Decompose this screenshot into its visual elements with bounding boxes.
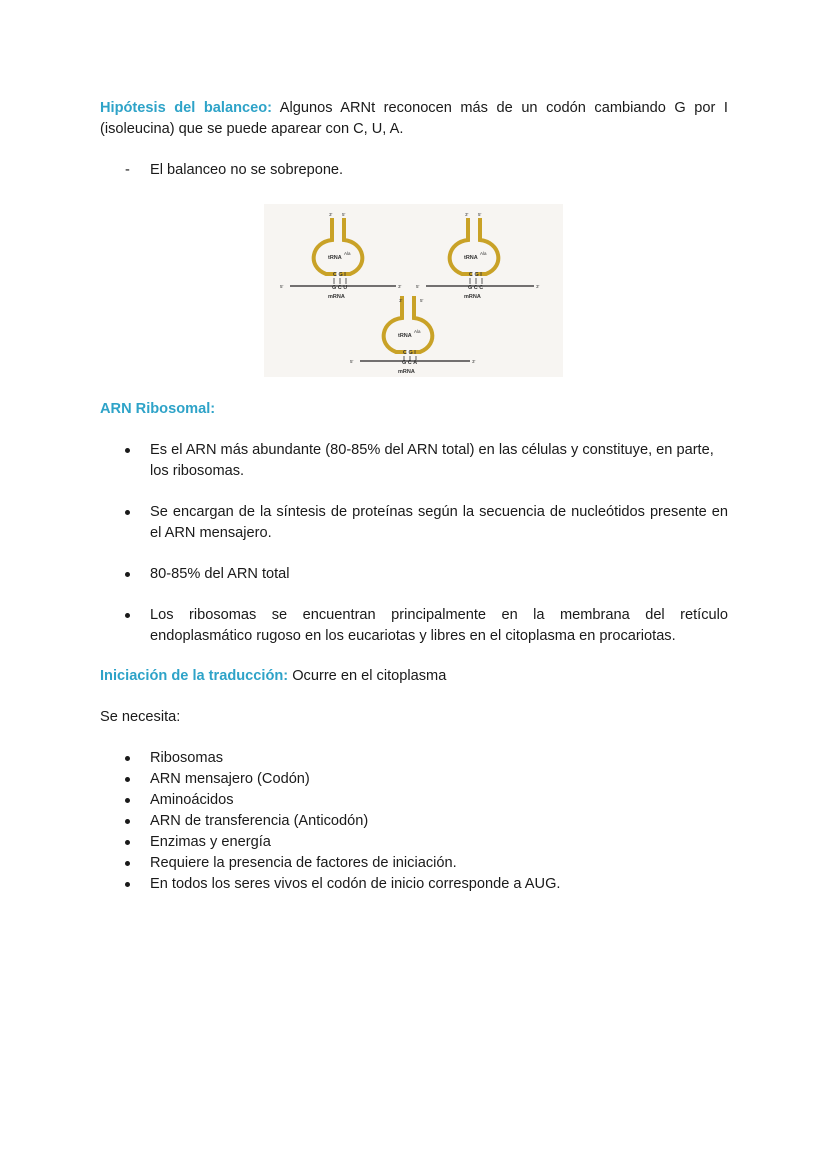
- dash-item-text: El balanceo no se sobrepone.: [150, 162, 344, 178]
- mrna-2-label: mRNA: [464, 294, 481, 300]
- trna-3-3prime: 3': [399, 298, 403, 303]
- trna-1-5prime: 5': [342, 212, 346, 217]
- needs-paragraph: [100, 707, 728, 728]
- mrna-1-5prime: 5': [280, 284, 284, 289]
- bullet-dot: [125, 819, 130, 824]
- mrna-2-5prime: 5': [416, 284, 420, 289]
- needs-item-text: En todos los seres vivos el codón de inicio corresponde a AUG.: [150, 876, 561, 892]
- wobble-text: Algunos ARNt reconocen más de un codón cambiando G por I (isoleucina) que se puede aparear con C, U, A.: [100, 100, 728, 137]
- bullet-dot: [125, 840, 130, 845]
- needs-item-text: ARN mensajero (Codón): [150, 771, 310, 787]
- mrna-1-label: mRNA: [328, 294, 345, 300]
- ribosomal-heading-row: [100, 399, 728, 420]
- bullet-dot: [125, 798, 130, 803]
- bullet-dot: [125, 756, 130, 761]
- trna-3-label: tRNA: [398, 333, 412, 339]
- trna-2-label: tRNA: [464, 255, 478, 261]
- initiation-text: Ocurre en el citoplasma: [288, 668, 447, 684]
- mrna-1-3prime: 3': [398, 284, 402, 289]
- mrna-2-3prime: 3': [536, 284, 540, 289]
- trna-1-anticodon: C G I: [333, 272, 346, 278]
- bullet-dot: [125, 882, 130, 887]
- needs-item-text: Ribosomas: [150, 750, 223, 766]
- trna-3: [384, 296, 433, 360]
- trna-1: [314, 212, 363, 284]
- trna-2-sup: Ala: [480, 251, 487, 256]
- ribosomal-item-text: Es el ARN más abundante (80-85% del ARN total) en las células y constituye, en parte, los ribosomas.: [150, 442, 714, 479]
- trna-2-5prime: 5': [478, 212, 482, 217]
- ribosomal-item-text: Los ribosomas se encuentran principalmente en la membrana del retículo endoplasmático rugoso en los eucariotas y libres en el citoplasma en procariotas.: [150, 607, 728, 644]
- needs-item-text: Enzimas y energía: [150, 834, 271, 850]
- trna-1-label: tRNA: [328, 255, 342, 261]
- mrna-3-label: mRNA: [398, 369, 415, 375]
- ribosomal-item-text: 80-85% del ARN total: [150, 566, 290, 582]
- bullet-dot: [125, 861, 130, 866]
- trna-2-anticodon: C G I: [469, 272, 482, 278]
- dash-mark: -: [125, 162, 130, 178]
- initiation-label: Iniciación de la traducción:: [100, 668, 289, 684]
- bullet-dot: [125, 448, 130, 453]
- trna-3-sup: Ala: [414, 329, 421, 334]
- trna-2-3prime: 3': [465, 212, 469, 217]
- bullet-dot: [125, 613, 130, 618]
- ribosomal-heading: ARN Ribosomal:: [100, 401, 216, 417]
- needs-item-text: Requiere la presencia de factores de iniciación.: [150, 855, 457, 871]
- trna-1-3prime: 3': [329, 212, 333, 217]
- bullet-dot: [125, 510, 130, 515]
- initiation-paragraph: [100, 666, 728, 687]
- trna-diagram: [264, 204, 563, 377]
- mrna-3-codon: G C A: [402, 360, 418, 366]
- trna-1-sup: Ala: [344, 251, 351, 256]
- needs-text: Se necesita:: [100, 709, 181, 725]
- mrna-3-5prime: 5': [350, 359, 354, 364]
- bullet-dot: [125, 777, 130, 782]
- needs-item-text: Aminoácidos: [150, 792, 234, 808]
- mrna-1-codon: G C U: [332, 285, 348, 291]
- bullet-dot: [125, 572, 130, 577]
- mrna-2-codon: G C C: [468, 285, 484, 291]
- trna-2: [450, 212, 499, 284]
- needs-item-text: ARN de transferencia (Anticodón): [150, 813, 369, 829]
- ribosomal-item-text: Se encargan de la síntesis de proteínas según la secuencia de nucleótidos presente en el ARN mensajero.: [150, 504, 728, 541]
- wobble-label: Hipótesis del balanceo:: [100, 100, 273, 116]
- wobble-paragraph: [100, 98, 728, 140]
- mrna-3-3prime: 3': [472, 359, 476, 364]
- trna-wobble-figure: [264, 204, 563, 377]
- trna-3-5prime: 5': [420, 298, 424, 303]
- trna-3-anticodon: C G I: [403, 350, 416, 356]
